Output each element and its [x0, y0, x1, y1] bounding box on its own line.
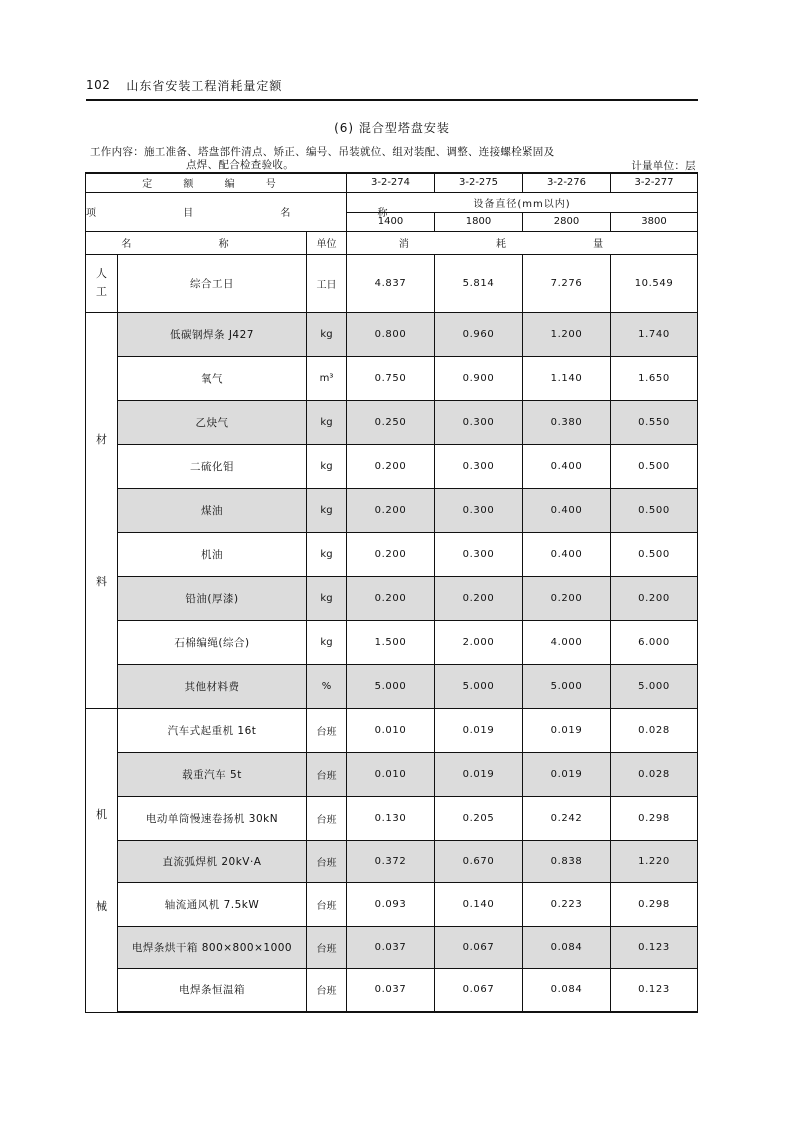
item-value: 0.084 [523, 968, 611, 1012]
item-unit: 台班 [307, 926, 347, 968]
material-row [86, 576, 698, 620]
item-value: 0.200 [523, 576, 611, 620]
item-value: 1.140 [523, 356, 611, 400]
item-value: 0.300 [435, 400, 523, 444]
item-value: 0.037 [347, 968, 435, 1012]
category-materials: 材 料 [86, 312, 118, 708]
item-value: 0.010 [347, 752, 435, 796]
item-name: 轴流通风机 7.5kW [118, 882, 307, 926]
item-value: 0.900 [435, 356, 523, 400]
column-header-row [86, 231, 698, 254]
item-value: 0.028 [611, 708, 698, 752]
param-label: 设备直径(mm以内) [347, 192, 698, 212]
quota-code: 3-2-275 [435, 173, 523, 192]
item-value: 0.123 [611, 926, 698, 968]
item-value: 7.276 [523, 254, 611, 312]
item-name: 低碳钢焊条 J427 [118, 312, 307, 356]
item-unit: 台班 [307, 968, 347, 1012]
diameter-value: 1400 [347, 212, 435, 231]
machine-row [86, 840, 698, 882]
item-value: 0.300 [435, 488, 523, 532]
machine-row [86, 752, 698, 796]
item-value: 0.960 [435, 312, 523, 356]
item-value: 0.067 [435, 968, 523, 1012]
item-name: 汽车式起重机 16t [118, 708, 307, 752]
item-value: 0.500 [611, 532, 698, 576]
col-unit-header: 单位 [307, 231, 347, 254]
section-title: (6) 混合型塔盘安装 [334, 121, 450, 135]
item-value: 0.670 [435, 840, 523, 882]
item-value: 1.500 [347, 620, 435, 664]
diameter-value: 3800 [611, 212, 698, 231]
quota-code: 3-2-274 [347, 173, 435, 192]
item-value: 0.019 [435, 708, 523, 752]
diameter-value: 1800 [435, 212, 523, 231]
item-value: 5.000 [435, 664, 523, 708]
quota-code: 3-2-277 [611, 173, 698, 192]
item-value: 1.650 [611, 356, 698, 400]
material-row [86, 532, 698, 576]
item-value: 10.549 [611, 254, 698, 312]
quota-no-label: 定 额 编 号 [86, 173, 347, 192]
quota-code: 3-2-276 [523, 173, 611, 192]
item-value: 0.037 [347, 926, 435, 968]
item-name: 乙炔气 [118, 400, 307, 444]
item-value: 0.019 [435, 752, 523, 796]
item-value: 5.000 [611, 664, 698, 708]
param-row [86, 192, 698, 212]
work-content [90, 146, 620, 172]
item-value: 0.500 [611, 488, 698, 532]
item-name-label: 项 目 名 称 [86, 192, 347, 231]
item-value: 0.200 [347, 576, 435, 620]
category-labor: 人 工 [86, 254, 118, 312]
item-unit: kg [307, 532, 347, 576]
item-value: 0.800 [347, 312, 435, 356]
item-value: 0.205 [435, 796, 523, 840]
item-name: 综合工日 [118, 254, 307, 312]
item-value: 0.750 [347, 356, 435, 400]
item-value: 0.130 [347, 796, 435, 840]
item-value: 0.400 [523, 532, 611, 576]
machine-row [86, 882, 698, 926]
quota-code-row [86, 173, 698, 192]
item-name: 其他材料费 [118, 664, 307, 708]
item-value: 0.242 [523, 796, 611, 840]
item-unit: 台班 [307, 882, 347, 926]
page-number: 102 [86, 78, 111, 92]
item-value: 2.000 [435, 620, 523, 664]
item-value: 0.140 [435, 882, 523, 926]
item-name: 直流弧焊机 20kV·A [118, 840, 307, 882]
category-machinery: 机 械 [86, 708, 118, 1012]
item-value: 0.400 [523, 488, 611, 532]
work-content-line-1: 工作内容：施工准备、塔盘部件清点、矫正、编号、吊装就位、组对装配、调整、连接螺栓紧固及 [90, 146, 555, 158]
item-value: 0.300 [435, 532, 523, 576]
machine-row [86, 968, 698, 1012]
item-value: 0.298 [611, 882, 698, 926]
item-unit: kg [307, 400, 347, 444]
page-header [86, 72, 698, 98]
item-value: 0.084 [523, 926, 611, 968]
item-value: 0.200 [611, 576, 698, 620]
material-row [86, 444, 698, 488]
item-value: 5.000 [347, 664, 435, 708]
machine-row [86, 926, 698, 968]
item-value: 0.380 [523, 400, 611, 444]
item-unit: kg [307, 488, 347, 532]
material-row [86, 400, 698, 444]
item-value: 0.550 [611, 400, 698, 444]
item-name: 载重汽车 5t [118, 752, 307, 796]
item-name: 煤油 [118, 488, 307, 532]
quota-table [85, 172, 698, 1013]
item-name: 电焊条恒温箱 [118, 968, 307, 1012]
col-consumption-header: 消 耗 量 [347, 231, 698, 254]
item-unit: m³ [307, 356, 347, 400]
item-value: 0.019 [523, 752, 611, 796]
item-value: 0.250 [347, 400, 435, 444]
material-row [86, 488, 698, 532]
header-rule [86, 99, 698, 101]
item-value: 0.200 [347, 532, 435, 576]
material-row [86, 620, 698, 664]
machine-row [86, 708, 698, 752]
item-name: 氧气 [118, 356, 307, 400]
item-value: 0.223 [523, 882, 611, 926]
item-value: 0.372 [347, 840, 435, 882]
item-unit: kg [307, 312, 347, 356]
item-value: 0.028 [611, 752, 698, 796]
item-value: 4.837 [347, 254, 435, 312]
item-value: 1.200 [523, 312, 611, 356]
unit-label: 计量单位：层 [631, 160, 696, 172]
item-value: 1.740 [611, 312, 698, 356]
item-unit: 台班 [307, 752, 347, 796]
item-value: 0.200 [435, 576, 523, 620]
item-unit: % [307, 664, 347, 708]
item-value: 5.000 [523, 664, 611, 708]
item-value: 1.220 [611, 840, 698, 882]
item-value: 0.298 [611, 796, 698, 840]
item-unit: 工日 [307, 254, 347, 312]
item-name: 二硫化钼 [118, 444, 307, 488]
item-value: 0.500 [611, 444, 698, 488]
material-row [86, 664, 698, 708]
item-value: 0.838 [523, 840, 611, 882]
item-name: 电动单筒慢速卷扬机 30kN [118, 796, 307, 840]
item-unit: 台班 [307, 796, 347, 840]
item-value: 4.000 [523, 620, 611, 664]
machine-row [86, 796, 698, 840]
item-value: 0.200 [347, 444, 435, 488]
item-value: 0.123 [611, 968, 698, 1012]
work-content-line-2: 点焊、配合检查验收。 [186, 159, 294, 171]
item-value: 0.019 [523, 708, 611, 752]
item-unit: kg [307, 444, 347, 488]
item-value: 5.814 [435, 254, 523, 312]
item-value: 0.200 [347, 488, 435, 532]
item-name: 机油 [118, 532, 307, 576]
item-value: 0.093 [347, 882, 435, 926]
book-title: 山东省安装工程消耗量定额 [126, 78, 283, 93]
item-unit: 台班 [307, 708, 347, 752]
item-value: 0.400 [523, 444, 611, 488]
item-value: 0.300 [435, 444, 523, 488]
item-name: 石棉编绳(综合) [118, 620, 307, 664]
item-unit: 台班 [307, 840, 347, 882]
item-name: 电焊条烘干箱 800×800×1000 [118, 926, 307, 968]
material-row [86, 356, 698, 400]
labor-row [86, 254, 698, 312]
item-name: 铅油(厚漆) [118, 576, 307, 620]
item-value: 0.067 [435, 926, 523, 968]
item-value: 0.010 [347, 708, 435, 752]
material-row [86, 312, 698, 356]
item-unit: kg [307, 576, 347, 620]
col-name-header: 名 称 [86, 231, 307, 254]
item-value: 6.000 [611, 620, 698, 664]
diameter-value: 2800 [523, 212, 611, 231]
item-unit: kg [307, 620, 347, 664]
